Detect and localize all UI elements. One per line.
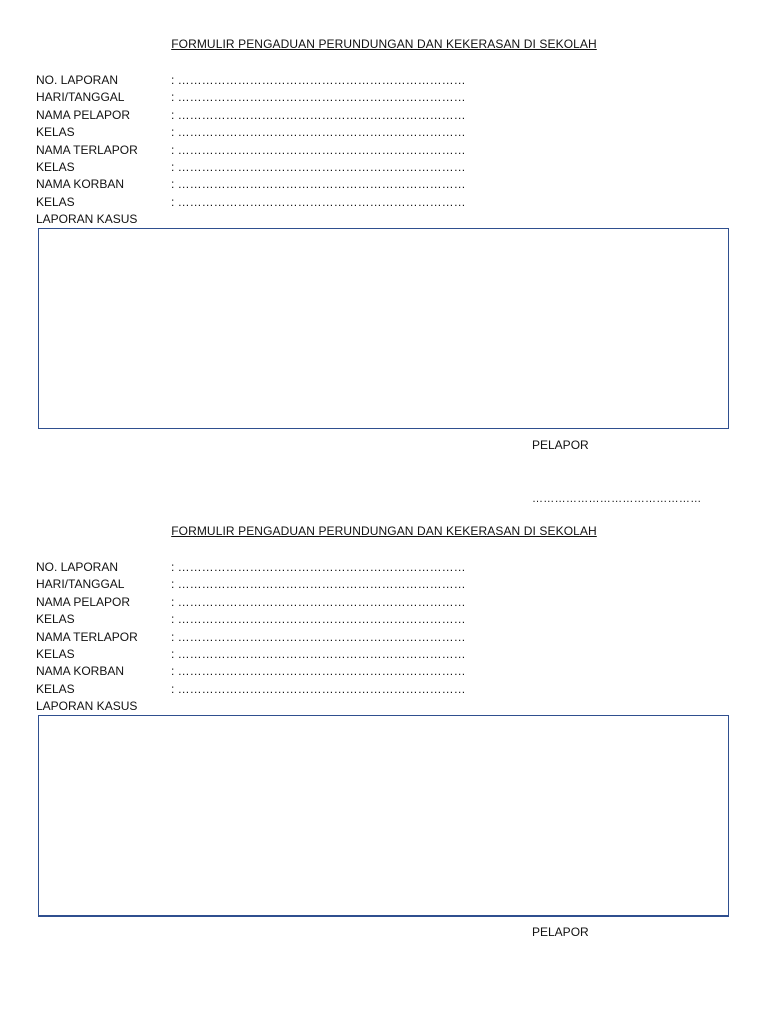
field-blank[interactable]: : ……………………………………………………………… xyxy=(171,681,466,696)
case-report-box[interactable] xyxy=(38,715,729,917)
field-blank[interactable]: : ……………………………………………………………… xyxy=(171,125,466,140)
field-row-reported-name xyxy=(36,629,466,646)
field-row-day-date xyxy=(36,576,466,593)
complaint-form-1 xyxy=(0,0,768,505)
field-label: HARI/TANGGAL xyxy=(36,90,125,105)
field-row-reported-name xyxy=(36,142,466,159)
field-blank[interactable]: : ……………………………………………………………… xyxy=(171,177,466,192)
field-blank[interactable]: : ……………………………………………………………… xyxy=(171,594,466,609)
field-blank[interactable]: : ……………………………………………………………… xyxy=(171,194,466,209)
field-label: NAMA PELAPOR xyxy=(36,107,131,122)
field-row-reporter-class xyxy=(36,611,466,628)
field-blank[interactable]: : ……………………………………………………………… xyxy=(171,646,466,661)
field-label: KELAS xyxy=(36,194,75,209)
field-row-reporter-name xyxy=(36,594,466,611)
field-blank[interactable]: : ……………………………………………………………… xyxy=(171,577,466,592)
form-title: FORMULIR PENGADUAN PERUNDUNGAN DAN KEKERASAN DI SEKOLAH xyxy=(171,524,597,538)
field-row-victim-name xyxy=(36,176,466,193)
field-label: NO. LAPORAN xyxy=(36,73,119,87)
field-blank[interactable]: : ……………………………………………………………… xyxy=(171,664,466,679)
case-report-label: LAPORAN KASUS xyxy=(36,699,138,713)
field-label: NAMA TERLAPOR xyxy=(36,142,138,157)
field-blank[interactable]: : ……………………………………………………………… xyxy=(171,159,466,174)
field-label: NAMA KORBAN xyxy=(36,664,125,679)
field-blank[interactable]: : ……………………………………………………………… xyxy=(171,142,466,157)
field-label: NAMA KORBAN xyxy=(36,177,125,192)
reporter-signature-label: PELAPOR xyxy=(532,925,589,939)
field-blank[interactable]: : ……………………………………………………………… xyxy=(171,107,466,122)
field-label: NO. LAPORAN xyxy=(36,560,119,574)
field-row-report-number xyxy=(36,72,466,89)
case-report-box[interactable] xyxy=(38,228,729,429)
field-label: NAMA PELAPOR xyxy=(36,594,131,609)
field-row-victim-class xyxy=(36,194,466,211)
case-report-label: LAPORAN KASUS xyxy=(36,212,138,226)
field-label: KELAS xyxy=(36,159,75,174)
field-row-reported-class xyxy=(36,646,466,663)
field-label: KELAS xyxy=(36,646,75,661)
form-title: FORMULIR PENGADUAN PERUNDUNGAN DAN KEKERASAN DI SEKOLAH xyxy=(171,37,597,51)
field-blank[interactable]: : ……………………………………………………………… xyxy=(171,90,466,105)
field-blank[interactable]: : ……………………………………………………………… xyxy=(171,560,466,574)
field-blank[interactable]: : ……………………………………………………………… xyxy=(171,73,466,87)
form-fields xyxy=(36,559,466,698)
field-label: KELAS xyxy=(36,125,75,140)
field-row-report-number xyxy=(36,559,466,576)
field-row-reporter-name xyxy=(36,107,466,124)
field-label: HARI/TANGGAL xyxy=(36,577,125,592)
complaint-form-2 xyxy=(0,487,768,977)
field-blank[interactable]: : ……………………………………………………………… xyxy=(171,629,466,644)
field-row-reporter-class xyxy=(36,124,466,141)
field-row-reported-class xyxy=(36,159,466,176)
field-row-victim-class xyxy=(36,681,466,698)
reporter-signature-label: PELAPOR xyxy=(532,438,589,452)
field-row-day-date xyxy=(36,89,466,106)
field-label: KELAS xyxy=(36,681,75,696)
field-label: NAMA TERLAPOR xyxy=(36,629,138,644)
field-row-victim-name xyxy=(36,663,466,680)
form-fields xyxy=(36,72,466,211)
signature-line[interactable]: ……………………………………… xyxy=(532,493,702,505)
field-blank[interactable]: : ……………………………………………………………… xyxy=(171,612,466,627)
field-label: KELAS xyxy=(36,612,75,627)
